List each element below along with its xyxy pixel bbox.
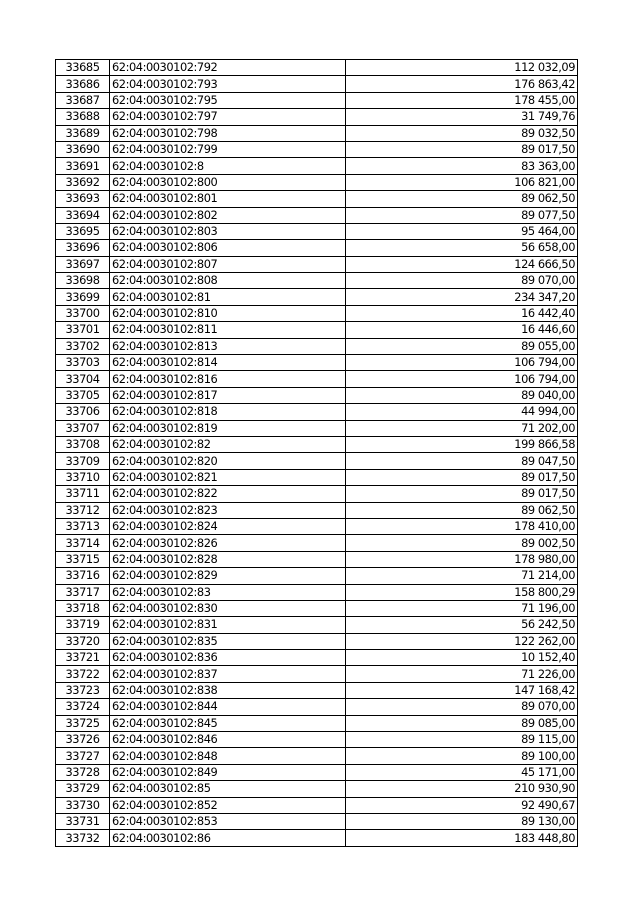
table-row — [56, 568, 578, 584]
cadastral-value-cell: 83 363,00 — [346, 158, 578, 174]
table-row — [56, 338, 578, 354]
cadastral-value-cell: 89 047,50 — [346, 453, 578, 469]
cadastral-value-cell: 44 994,00 — [346, 404, 578, 420]
table-row — [56, 518, 578, 534]
cadastral-value-cell: 112 032,09 — [346, 60, 578, 76]
cadastral-value-cell: 16 446,60 — [346, 322, 578, 338]
row-number-cell: 33730 — [56, 797, 110, 813]
cadastral-value-cell: 89 040,00 — [346, 387, 578, 403]
cadastral-number-cell: 62:04:0030102:819 — [110, 420, 346, 436]
cadastral-number-cell: 62:04:0030102:813 — [110, 338, 346, 354]
table-row — [56, 453, 578, 469]
cadastral-number-cell: 62:04:0030102:848 — [110, 748, 346, 764]
row-number-cell: 33710 — [56, 469, 110, 485]
cadastral-value-cell: 89 032,50 — [346, 125, 578, 141]
table-row — [56, 732, 578, 748]
row-number-cell: 33708 — [56, 436, 110, 452]
table-row — [56, 617, 578, 633]
cadastral-number-cell: 62:04:0030102:831 — [110, 617, 346, 633]
table-row — [56, 371, 578, 387]
table-row — [56, 797, 578, 813]
cadastral-number-cell: 62:04:0030102:800 — [110, 174, 346, 190]
table-row — [56, 109, 578, 125]
cadastral-value-cell: 56 242,50 — [346, 617, 578, 633]
row-number-cell: 33702 — [56, 338, 110, 354]
table-row — [56, 355, 578, 371]
row-number-cell: 33732 — [56, 830, 110, 846]
table-row — [56, 666, 578, 682]
table-row — [56, 404, 578, 420]
row-number-cell: 33721 — [56, 650, 110, 666]
cadastral-value-cell: 89 017,50 — [346, 469, 578, 485]
table-row — [56, 207, 578, 223]
row-number-cell: 33725 — [56, 715, 110, 731]
row-number-cell: 33688 — [56, 109, 110, 125]
cadastral-number-cell: 62:04:0030102:835 — [110, 633, 346, 649]
table-row — [56, 289, 578, 305]
table-row — [56, 305, 578, 321]
cadastral-value-cell: 71 214,00 — [346, 568, 578, 584]
cadastral-number-cell: 62:04:0030102:828 — [110, 551, 346, 567]
row-number-cell: 33699 — [56, 289, 110, 305]
cadastral-number-cell: 62:04:0030102:799 — [110, 141, 346, 157]
table-row — [56, 486, 578, 502]
table-row — [56, 76, 578, 92]
cadastral-number-cell: 62:04:0030102:803 — [110, 223, 346, 239]
table-row — [56, 256, 578, 272]
row-number-cell: 33697 — [56, 256, 110, 272]
row-number-cell: 33690 — [56, 141, 110, 157]
table-row — [56, 715, 578, 731]
row-number-cell: 33700 — [56, 305, 110, 321]
row-number-cell: 33714 — [56, 535, 110, 551]
table-row — [56, 813, 578, 829]
cadastral-value-cell: 178 980,00 — [346, 551, 578, 567]
row-number-cell: 33686 — [56, 76, 110, 92]
cadastral-number-cell: 62:04:0030102:810 — [110, 305, 346, 321]
cadastral-number-cell: 62:04:0030102:826 — [110, 535, 346, 551]
cadastral-number-cell: 62:04:0030102:820 — [110, 453, 346, 469]
cadastral-value-cell: 89 017,50 — [346, 486, 578, 502]
row-number-cell: 33729 — [56, 781, 110, 797]
cadastral-value-cell: 89 115,00 — [346, 732, 578, 748]
cadastral-number-cell: 62:04:0030102:792 — [110, 60, 346, 76]
row-number-cell: 33703 — [56, 355, 110, 371]
cadastral-number-cell: 62:04:0030102:821 — [110, 469, 346, 485]
cadastral-value-cell: 89 085,00 — [346, 715, 578, 731]
cadastral-value-cell: 147 168,42 — [346, 682, 578, 698]
cadastral-number-cell: 62:04:0030102:852 — [110, 797, 346, 813]
table-row — [56, 469, 578, 485]
cadastral-number-cell: 62:04:0030102:82 — [110, 436, 346, 452]
cadastral-number-cell: 62:04:0030102:806 — [110, 240, 346, 256]
row-number-cell: 33723 — [56, 682, 110, 698]
cadastral-number-cell: 62:04:0030102:814 — [110, 355, 346, 371]
cadastral-value-cell: 89 055,00 — [346, 338, 578, 354]
cadastral-value-cell: 210 930,90 — [346, 781, 578, 797]
row-number-cell: 33693 — [56, 191, 110, 207]
cadastral-value-cell: 71 196,00 — [346, 600, 578, 616]
row-number-cell: 33727 — [56, 748, 110, 764]
table-row — [56, 420, 578, 436]
cadastral-value-table — [55, 59, 578, 847]
table-row — [56, 502, 578, 518]
cadastral-value-cell: 106 821,00 — [346, 174, 578, 190]
cadastral-number-cell: 62:04:0030102:830 — [110, 600, 346, 616]
cadastral-value-cell: 89 002,50 — [346, 535, 578, 551]
cadastral-number-cell: 62:04:0030102:81 — [110, 289, 346, 305]
row-number-cell: 33724 — [56, 699, 110, 715]
cadastral-number-cell: 62:04:0030102:807 — [110, 256, 346, 272]
cadastral-value-cell: 16 442,40 — [346, 305, 578, 321]
cadastral-value-cell: 178 455,00 — [346, 92, 578, 108]
row-number-cell: 33731 — [56, 813, 110, 829]
table-row — [56, 600, 578, 616]
cadastral-value-cell: 10 152,40 — [346, 650, 578, 666]
cadastral-number-cell: 62:04:0030102:845 — [110, 715, 346, 731]
table-body — [56, 60, 578, 847]
cadastral-number-cell: 62:04:0030102:816 — [110, 371, 346, 387]
cadastral-value-cell: 31 749,76 — [346, 109, 578, 125]
row-number-cell: 33689 — [56, 125, 110, 141]
cadastral-number-cell: 62:04:0030102:797 — [110, 109, 346, 125]
cadastral-number-cell: 62:04:0030102:83 — [110, 584, 346, 600]
cadastral-value-cell: 158 800,29 — [346, 584, 578, 600]
cadastral-value-cell: 89 017,50 — [346, 141, 578, 157]
cadastral-value-cell: 92 490,67 — [346, 797, 578, 813]
row-number-cell: 33716 — [56, 568, 110, 584]
table-row — [56, 191, 578, 207]
row-number-cell: 33709 — [56, 453, 110, 469]
table-row — [56, 682, 578, 698]
cadastral-value-cell: 89 070,00 — [346, 699, 578, 715]
cadastral-value-cell: 178 410,00 — [346, 518, 578, 534]
cadastral-number-cell: 62:04:0030102:817 — [110, 387, 346, 403]
table-row — [56, 699, 578, 715]
cadastral-value-cell: 106 794,00 — [346, 371, 578, 387]
cadastral-value-cell: 122 262,00 — [346, 633, 578, 649]
cadastral-number-cell: 62:04:0030102:802 — [110, 207, 346, 223]
cadastral-number-cell: 62:04:0030102:811 — [110, 322, 346, 338]
cadastral-number-cell: 62:04:0030102:823 — [110, 502, 346, 518]
row-number-cell: 33728 — [56, 764, 110, 780]
table-row — [56, 535, 578, 551]
cadastral-number-cell: 62:04:0030102:824 — [110, 518, 346, 534]
cadastral-number-cell: 62:04:0030102:808 — [110, 273, 346, 289]
table-row — [56, 273, 578, 289]
table-row — [56, 551, 578, 567]
table-row — [56, 240, 578, 256]
table-row — [56, 781, 578, 797]
row-number-cell: 33698 — [56, 273, 110, 289]
cadastral-number-cell: 62:04:0030102:8 — [110, 158, 346, 174]
cadastral-number-cell: 62:04:0030102:846 — [110, 732, 346, 748]
row-number-cell: 33718 — [56, 600, 110, 616]
table-row — [56, 141, 578, 157]
table-row — [56, 633, 578, 649]
cadastral-value-cell: 234 347,20 — [346, 289, 578, 305]
cadastral-number-cell: 62:04:0030102:822 — [110, 486, 346, 502]
row-number-cell: 33701 — [56, 322, 110, 338]
row-number-cell: 33712 — [56, 502, 110, 518]
cadastral-value-cell: 71 226,00 — [346, 666, 578, 682]
row-number-cell: 33711 — [56, 486, 110, 502]
row-number-cell: 33726 — [56, 732, 110, 748]
cadastral-value-cell: 89 130,00 — [346, 813, 578, 829]
table-row — [56, 174, 578, 190]
cadastral-value-cell: 199 866,58 — [346, 436, 578, 452]
cadastral-number-cell: 62:04:0030102:85 — [110, 781, 346, 797]
row-number-cell: 33687 — [56, 92, 110, 108]
row-number-cell: 33715 — [56, 551, 110, 567]
table-row — [56, 92, 578, 108]
row-number-cell: 33717 — [56, 584, 110, 600]
cadastral-value-cell: 176 863,42 — [346, 76, 578, 92]
cadastral-value-cell: 106 794,00 — [346, 355, 578, 371]
table-row — [56, 158, 578, 174]
cadastral-value-cell: 56 658,00 — [346, 240, 578, 256]
table-row — [56, 764, 578, 780]
cadastral-value-cell: 124 666,50 — [346, 256, 578, 272]
table-row — [56, 223, 578, 239]
row-number-cell: 33685 — [56, 60, 110, 76]
cadastral-value-cell: 89 070,00 — [346, 273, 578, 289]
table-row — [56, 584, 578, 600]
table-row — [56, 322, 578, 338]
cadastral-value-cell: 183 448,80 — [346, 830, 578, 846]
row-number-cell: 33706 — [56, 404, 110, 420]
cadastral-number-cell: 62:04:0030102:86 — [110, 830, 346, 846]
cadastral-number-cell: 62:04:0030102:836 — [110, 650, 346, 666]
row-number-cell: 33694 — [56, 207, 110, 223]
cadastral-number-cell: 62:04:0030102:853 — [110, 813, 346, 829]
cadastral-value-cell: 95 464,00 — [346, 223, 578, 239]
row-number-cell: 33705 — [56, 387, 110, 403]
row-number-cell: 33713 — [56, 518, 110, 534]
cadastral-number-cell: 62:04:0030102:837 — [110, 666, 346, 682]
cadastral-value-cell: 89 062,50 — [346, 502, 578, 518]
row-number-cell: 33692 — [56, 174, 110, 190]
row-number-cell: 33722 — [56, 666, 110, 682]
table-row — [56, 748, 578, 764]
cadastral-number-cell: 62:04:0030102:798 — [110, 125, 346, 141]
cadastral-value-cell: 45 171,00 — [346, 764, 578, 780]
cadastral-number-cell: 62:04:0030102:849 — [110, 764, 346, 780]
table-row — [56, 436, 578, 452]
row-number-cell: 33696 — [56, 240, 110, 256]
cadastral-value-cell: 89 077,50 — [346, 207, 578, 223]
cadastral-number-cell: 62:04:0030102:829 — [110, 568, 346, 584]
row-number-cell: 33691 — [56, 158, 110, 174]
cadastral-number-cell: 62:04:0030102:818 — [110, 404, 346, 420]
cadastral-number-cell: 62:04:0030102:795 — [110, 92, 346, 108]
cadastral-value-cell: 89 100,00 — [346, 748, 578, 764]
table-row — [56, 830, 578, 846]
table-row — [56, 125, 578, 141]
table-row — [56, 387, 578, 403]
table-row — [56, 650, 578, 666]
cadastral-number-cell: 62:04:0030102:838 — [110, 682, 346, 698]
row-number-cell: 33695 — [56, 223, 110, 239]
row-number-cell: 33704 — [56, 371, 110, 387]
cadastral-number-cell: 62:04:0030102:801 — [110, 191, 346, 207]
cadastral-number-cell: 62:04:0030102:844 — [110, 699, 346, 715]
cadastral-value-cell: 89 062,50 — [346, 191, 578, 207]
cadastral-value-cell: 71 202,00 — [346, 420, 578, 436]
row-number-cell: 33719 — [56, 617, 110, 633]
row-number-cell: 33720 — [56, 633, 110, 649]
row-number-cell: 33707 — [56, 420, 110, 436]
table-row — [56, 60, 578, 76]
cadastral-number-cell: 62:04:0030102:793 — [110, 76, 346, 92]
